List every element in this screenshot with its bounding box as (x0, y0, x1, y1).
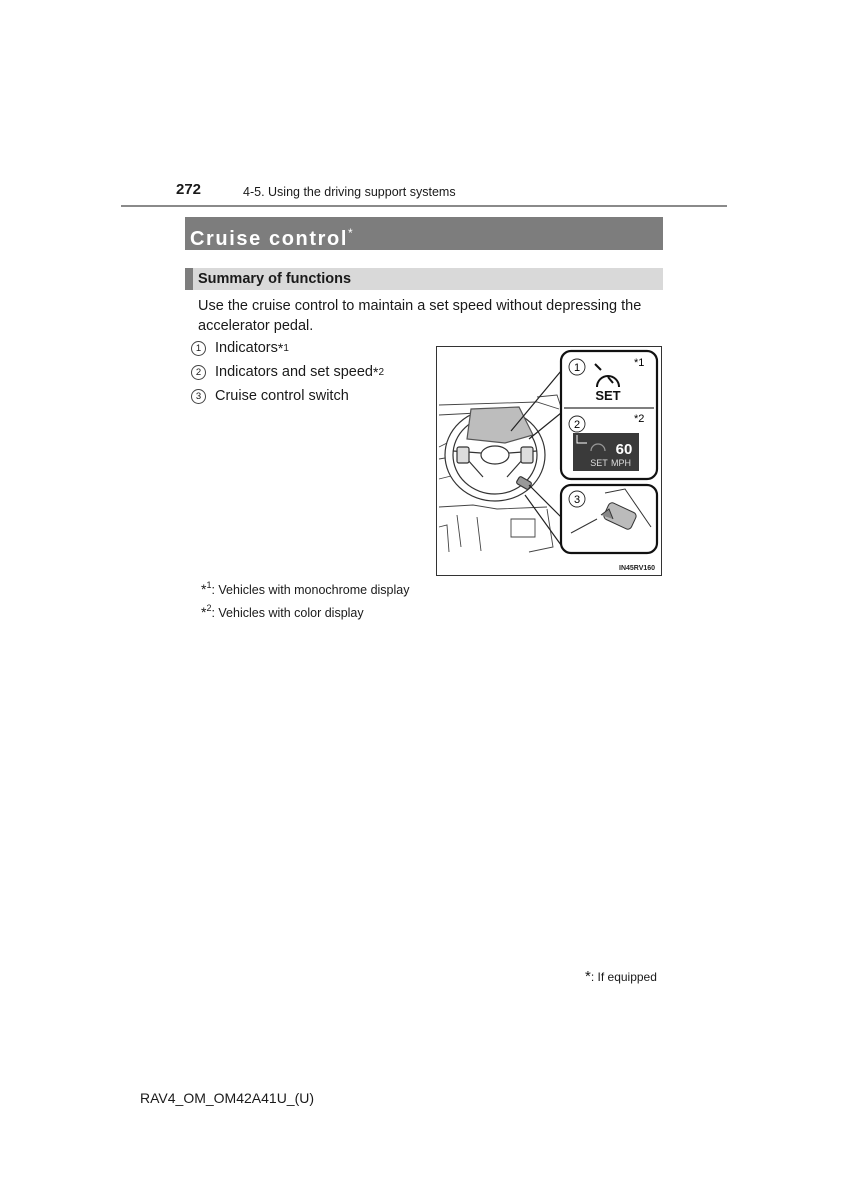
equipped-footnote (585, 968, 657, 985)
callout-2-number: 2 (573, 419, 581, 431)
title-equipped-mark: * (347, 226, 353, 240)
display-set-label: SET (590, 458, 608, 468)
note-star: * (201, 581, 207, 597)
page-number: 272 (176, 181, 202, 198)
item-number: 2 (191, 365, 206, 380)
note-text: : Vehicles with color display (211, 606, 364, 620)
set-speed-value: 60 (615, 441, 633, 458)
item-label: Cruise control switch (215, 388, 349, 404)
list-item-indicators-speed (191, 364, 384, 380)
cruise-control-illustration (436, 346, 662, 576)
note-sup: 2 (206, 603, 212, 613)
item-number: 1 (191, 341, 206, 356)
document-code: RAV4_OM_OM42A41U_(U) (140, 1090, 315, 1106)
note-star: * (201, 604, 207, 620)
item-star: * (373, 364, 379, 380)
footnote-star: * (585, 968, 591, 985)
item-sup: 2 (378, 366, 385, 378)
set-indicator: SET (595, 388, 621, 403)
footnote-color (201, 603, 364, 620)
item-label: Indicators and set speed (215, 364, 373, 380)
footnote-monochrome (201, 580, 409, 597)
list-item-indicators (191, 340, 289, 356)
item-sup: 1 (283, 342, 289, 354)
item-number: 3 (191, 389, 206, 404)
note-sup: 1 (206, 580, 212, 590)
callout-3-number: 3 (573, 494, 581, 506)
title-text: Cruise control (190, 228, 348, 250)
page-title (185, 217, 663, 250)
item-star: * (277, 340, 284, 356)
section-breadcrumb: 4-5. Using the driving support systems (243, 185, 456, 199)
item-label: Indicators (215, 340, 278, 356)
subsection-title: Summary of functions (185, 268, 663, 290)
display-unit: MPH (611, 458, 631, 468)
intro-paragraph: Use the cruise control to maintain a set speed without depressing the accelerator pedal. (198, 298, 642, 334)
note-2-label: *2 (634, 413, 645, 425)
steering-wheel (445, 407, 545, 501)
header-rule (121, 205, 727, 207)
figure-code: IN45RV160 (619, 565, 656, 572)
note-1-label: *1 (634, 357, 645, 369)
list-item-switch (191, 388, 349, 404)
callout-1-number: 1 (573, 362, 581, 374)
footnote-text: : If equipped (590, 970, 657, 984)
note-text: : Vehicles with monochrome display (211, 583, 410, 597)
